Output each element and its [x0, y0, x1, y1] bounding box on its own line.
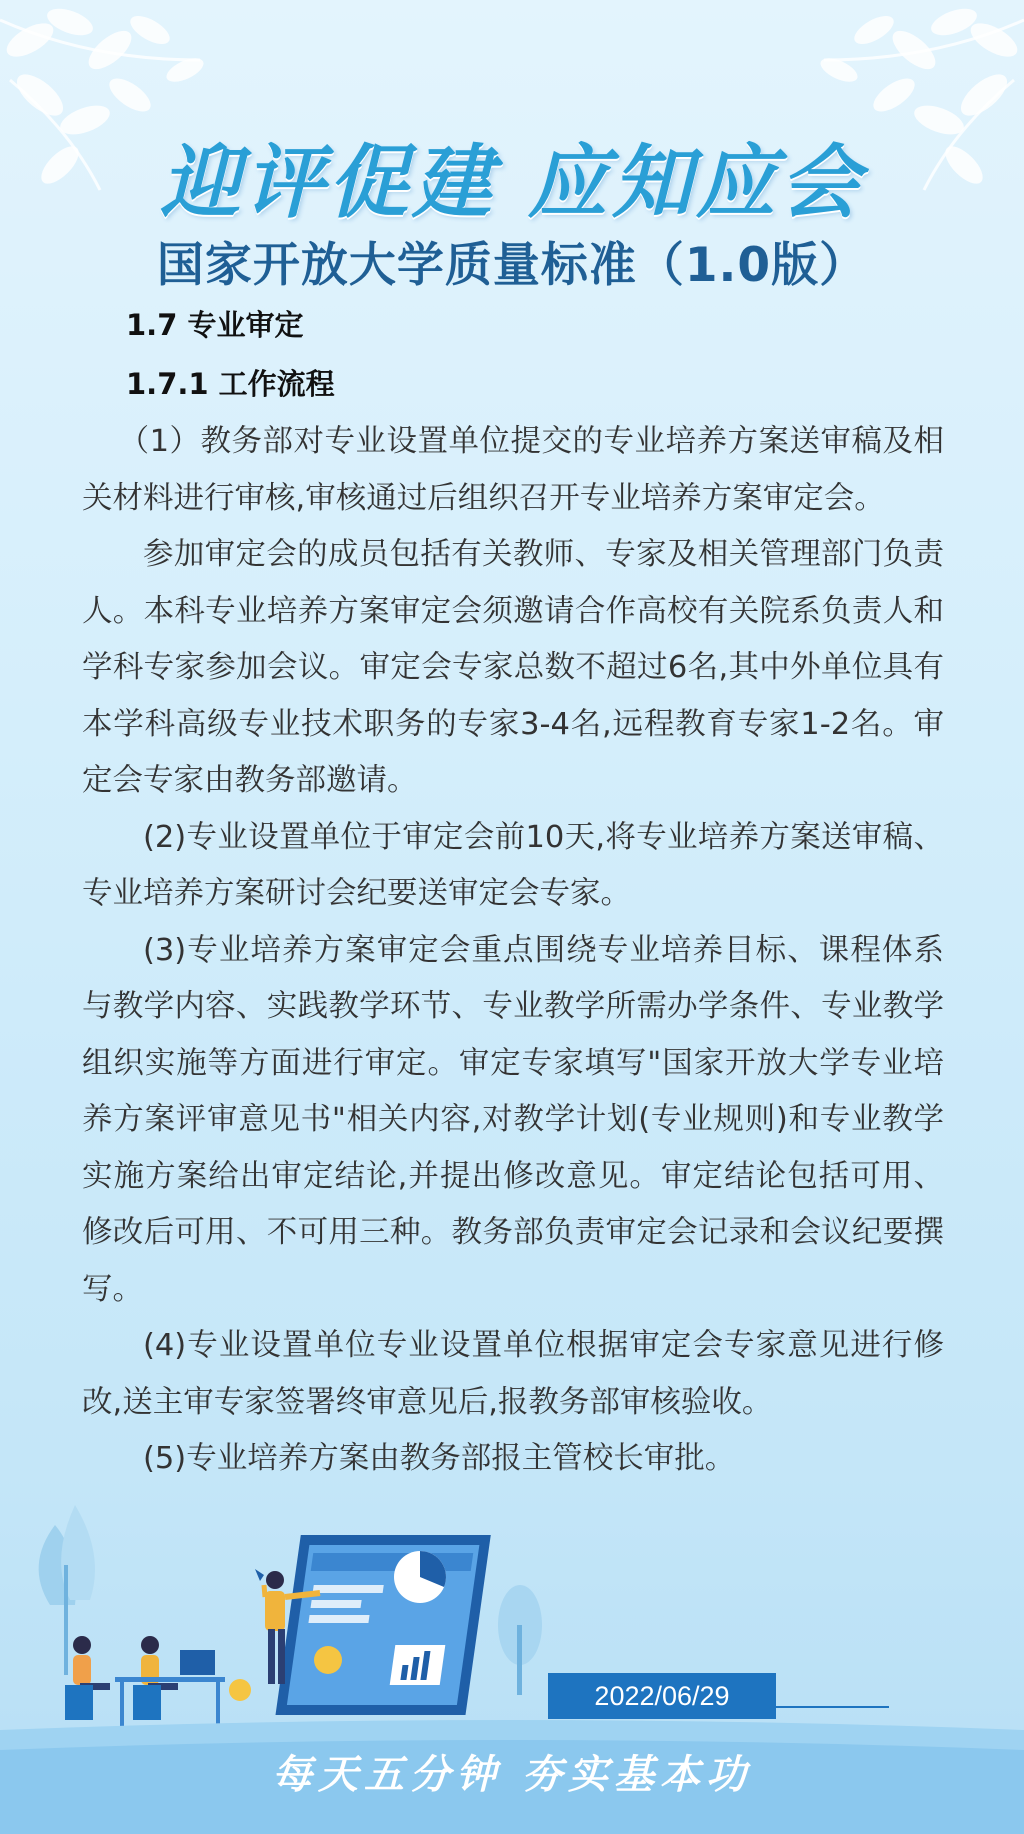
paragraph-6: (5)专业培养方案由教务部报主管校长审批。 [143, 1441, 736, 1476]
paragraph-5: (4)专业设置单位专业设置单位根据审定会专家意见进行修改,送主审专家签署终审意见后,报教务部审核验收。 [82, 1328, 944, 1420]
section-heading: 1.7 专业审定 [126, 308, 304, 342]
article-body [82, 414, 944, 1488]
paragraph-2: 参加审定会的成员包括有关教师、专家及相关管理部门负责人。本科专业培养方案审定会须邀请合作高校有关院系负责人和学科专家参加会议。审定会专家总数不超过6名,其中外单位具有本学科高级专业技术职务的专家3-4名,远程教育专家1-2名。审定会专家由教务部邀请。 [82, 537, 944, 798]
page-title: 国家开放大学质量标准（1.0版） [156, 238, 868, 293]
paragraph-1: （1）教务部对专业设置单位提交的专业培养方案送审稿及相关材料进行审核,审核通过后组织召开专业培养方案审定会。 [82, 424, 944, 516]
subsection-heading: 1.7.1 工作流程 [126, 367, 335, 401]
tree-icon [498, 1585, 542, 1695]
footer-motto: 每天五分钟 夯实基本功 [272, 1751, 752, 1798]
paragraph-4: (3)专业培养方案审定会重点围绕专业培养目标、课程体系与教学内容、实践教学环节、专业教学所需办学条件、专业教学组织实施等方面进行审定。审定专家填写"国家开放大学专业培养方案评审意见书"相关内容,对教学计划(专业规则)和专业教学实施方案给出审定结论,并提出修改意见。审定结论包括可用、修改后可用、不可用三种。教务部负责审定会记录和会议纪要撰写。 [82, 932, 944, 1307]
publish-date: 2022/06/29 [548, 1673, 776, 1719]
paragraph-3: (2)专业设置单位于审定会前10天,将专业培养方案送审稿、专业培养方案研讨会纪要送审定会专家。 [82, 819, 944, 911]
slogan-title: 迎评促建 应知应会 [160, 135, 864, 229]
